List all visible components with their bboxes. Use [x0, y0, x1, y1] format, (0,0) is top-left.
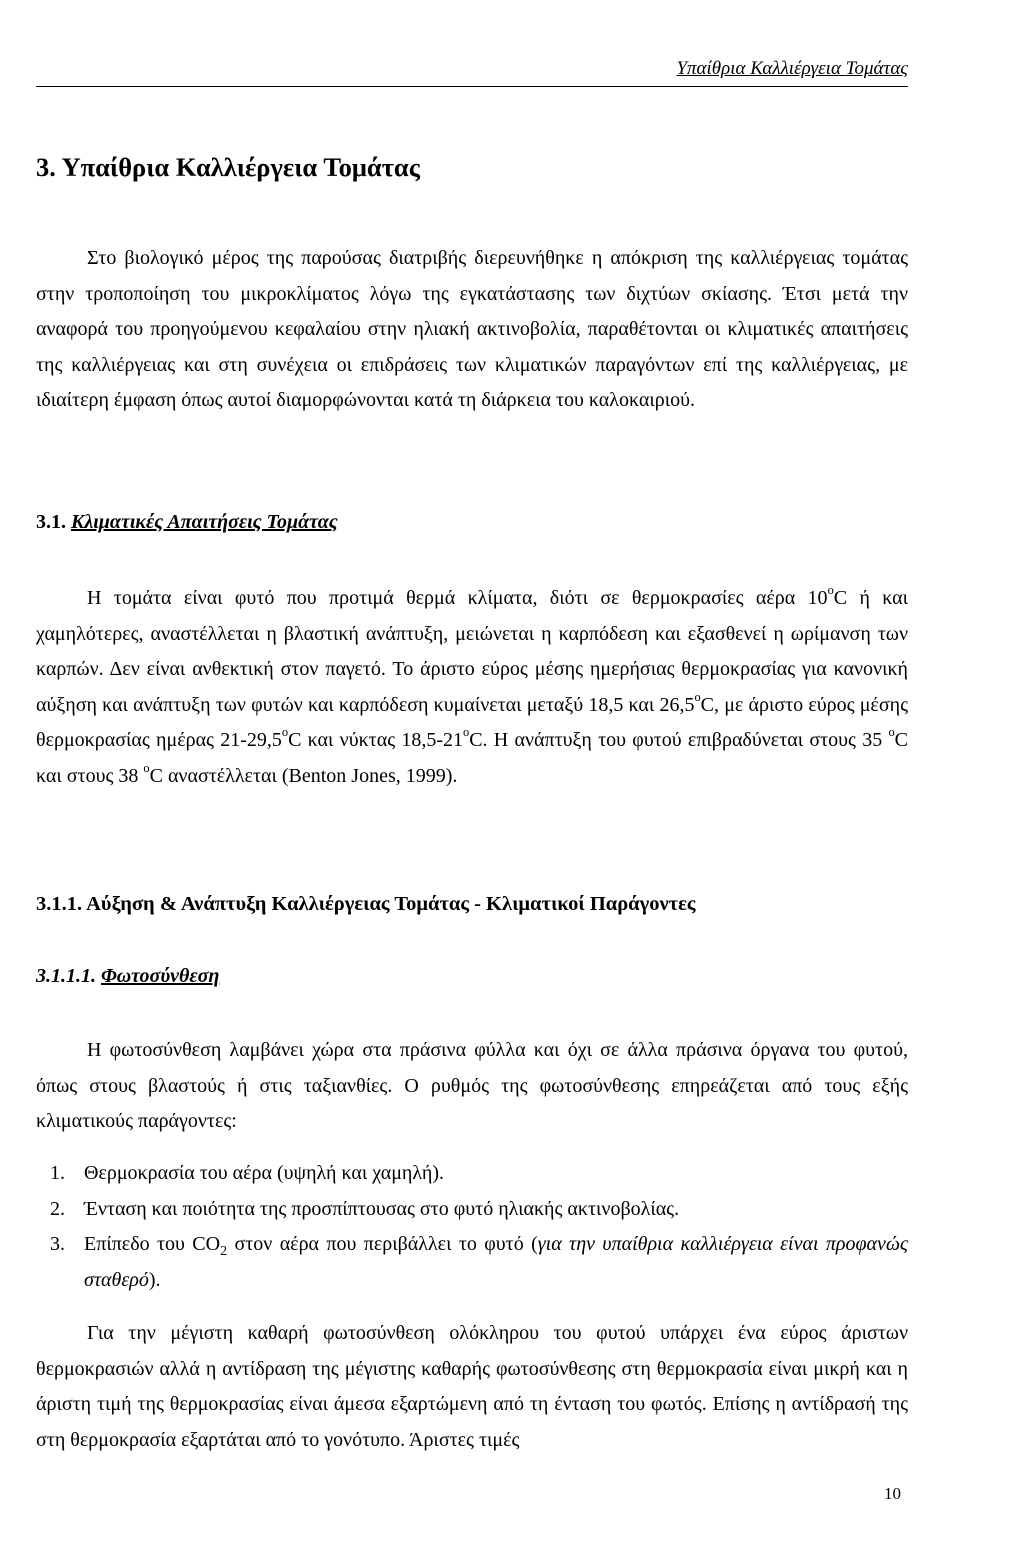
running-header: Υπαίθρια Καλλιέργεια Τομάτας [676, 58, 908, 79]
climate-requirements-paragraph [36, 581, 908, 795]
section-title: Κλιματικές Απαιτήσεις Τομάτας [71, 511, 338, 533]
page-number: 10 [884, 1484, 901, 1503]
section-number: 3.1.1.1. [36, 965, 96, 987]
list-text: ). [148, 1268, 161, 1291]
section-heading-3-1-1-1 [36, 965, 219, 988]
closing-paragraph: Για την μέγιστη καθαρή φωτοσύνθεση ολόκληρου του φυτού υπάρχει ένα εύρος άριστων θερμοκρασιών αλλά η αντίδραση της μέγιστης καθαρής φωτοσύνθεσης στη θερμοκρασία είναι μικρή και η άριστη τιμή της θερμοκρασίας είναι άμεσα εξαρτώμενη από τη ένταση του φωτός. Επίσης η αντίδρασή της στη θερμοκρασία εξαρτάται από το γονότυπο. Άριστες τιμές [36, 1322, 908, 1451]
section-number: 3.1.1. [36, 893, 83, 915]
italic-note: για την υπαίθρια καλλιέργεια είναι προφανώς σταθερό [84, 1233, 909, 1291]
text-run: C αναστέλλεται (Benton Jones, 1999). [149, 764, 458, 787]
text-run: C. Η ανάπτυξη του φυτού επιβραδύνεται στους 35 [469, 729, 889, 752]
degree-sup: ο [143, 760, 150, 775]
factors-list [36, 1156, 908, 1298]
degree-sup: ο [888, 725, 895, 740]
section-heading-3-1 [36, 511, 338, 534]
list-text: στον αέρα που περιβάλλει το φυτό ( [227, 1233, 538, 1256]
text-run: Η τομάτα είναι φυτό που προτιμά θερμά κλίματα, διότι σε θερμοκρασίες αέρα 10 [87, 587, 828, 609]
text-run: C και στους 38 [36, 729, 908, 787]
text-run: C ή και χαμηλότερες, αναστέλλεται η βλαστική ανάπτυξη, μειώνεται η καρπόδεση και εξασθενεί η ωρίμανση των καρπών. Δεν είναι ανθεκτική στον παγετό. Το άριστο εύρος μέσης ημερήσιας θερμοκρασίας για κανονική αύξηση και ανάπτυξη των φυτών και καρπόδεση κυμαίνεται μεταξύ 18,5 και 26,5 [36, 587, 908, 716]
section-number: 3.1. [36, 511, 66, 533]
degree-sup: ο [281, 725, 289, 740]
list-text: Θερμοκρασία του αέρα (υψηλή και χαμηλή). [84, 1162, 445, 1184]
degree-sup: ο [463, 725, 470, 740]
list-item [36, 1192, 908, 1228]
degree-sup: ο [694, 689, 701, 704]
chapter-heading [36, 152, 420, 183]
chapter-number: 3. [36, 152, 56, 182]
list-text: Ένταση και ποιότητα της προσπίπτουσας στο φυτό ηλιακής ακτινοβολίας. [84, 1197, 680, 1220]
section-heading-3-1-1 [36, 893, 695, 916]
text-run: C, με άριστο εύρος μέσης θερμοκρασίας ημέρας 21-29,5 [36, 693, 908, 752]
list-item [36, 1156, 908, 1192]
list-number: 2. [50, 1197, 65, 1220]
section-title: Φωτοσύνθεση [101, 965, 220, 987]
text-run: C και νύκτας 18,5-21 [288, 729, 464, 752]
photosynthesis-paragraph: Η φωτοσύνθεση λαμβάνει χώρα στα πράσινα φύλλα και όχι σε άλλα πράσινα όργανα του φυτού, όπως στους βλαστούς ή στις ταξιανθίες. Ο ρυθμός της φωτοσύνθεσης επηρεάζεται από τους εξής κλιματικούς παράγοντες: [36, 1039, 908, 1133]
subscript: 2 [220, 1244, 228, 1260]
list-item [36, 1227, 908, 1298]
list-number: 1. [50, 1162, 65, 1184]
chapter-title: Υπαίθρια Καλλιέργεια Τομάτας [61, 152, 420, 182]
list-number: 3. [50, 1233, 65, 1256]
degree-sup: ο [827, 582, 834, 597]
section-title: Αύξηση & Ανάπτυξη Καλλιέργειας Τομάτας - Κλιματικοί Παράγοντες [86, 893, 696, 915]
header-rule [36, 86, 908, 87]
intro-paragraph: Στο βιολογικό μέρος της παρούσας διατριβής διερευνήθηκε η απόκριση της καλλιέργειας τομάτας στην τροποποίηση του μικροκλίματος λόγω της εγκατάστασης των διχτύων σκίασης. Έτσι μετά την αναφορά του προηγούμενου κεφαλαίου στην ηλιακή ακτινοβολία, παραθέτονται οι κλιματικές απαιτήσεις της καλλιέργειας και στη συνέχεια οι επιδράσεις των κλιματικών παραγόντων επί της καλλιέργειας, με ιδιαίτερη έμφαση όπως αυτοί διαμορφώνονται κατά τη διάρκεια του καλοκαιριού. [36, 247, 908, 412]
list-text: Επίπεδο του CO [84, 1233, 221, 1256]
